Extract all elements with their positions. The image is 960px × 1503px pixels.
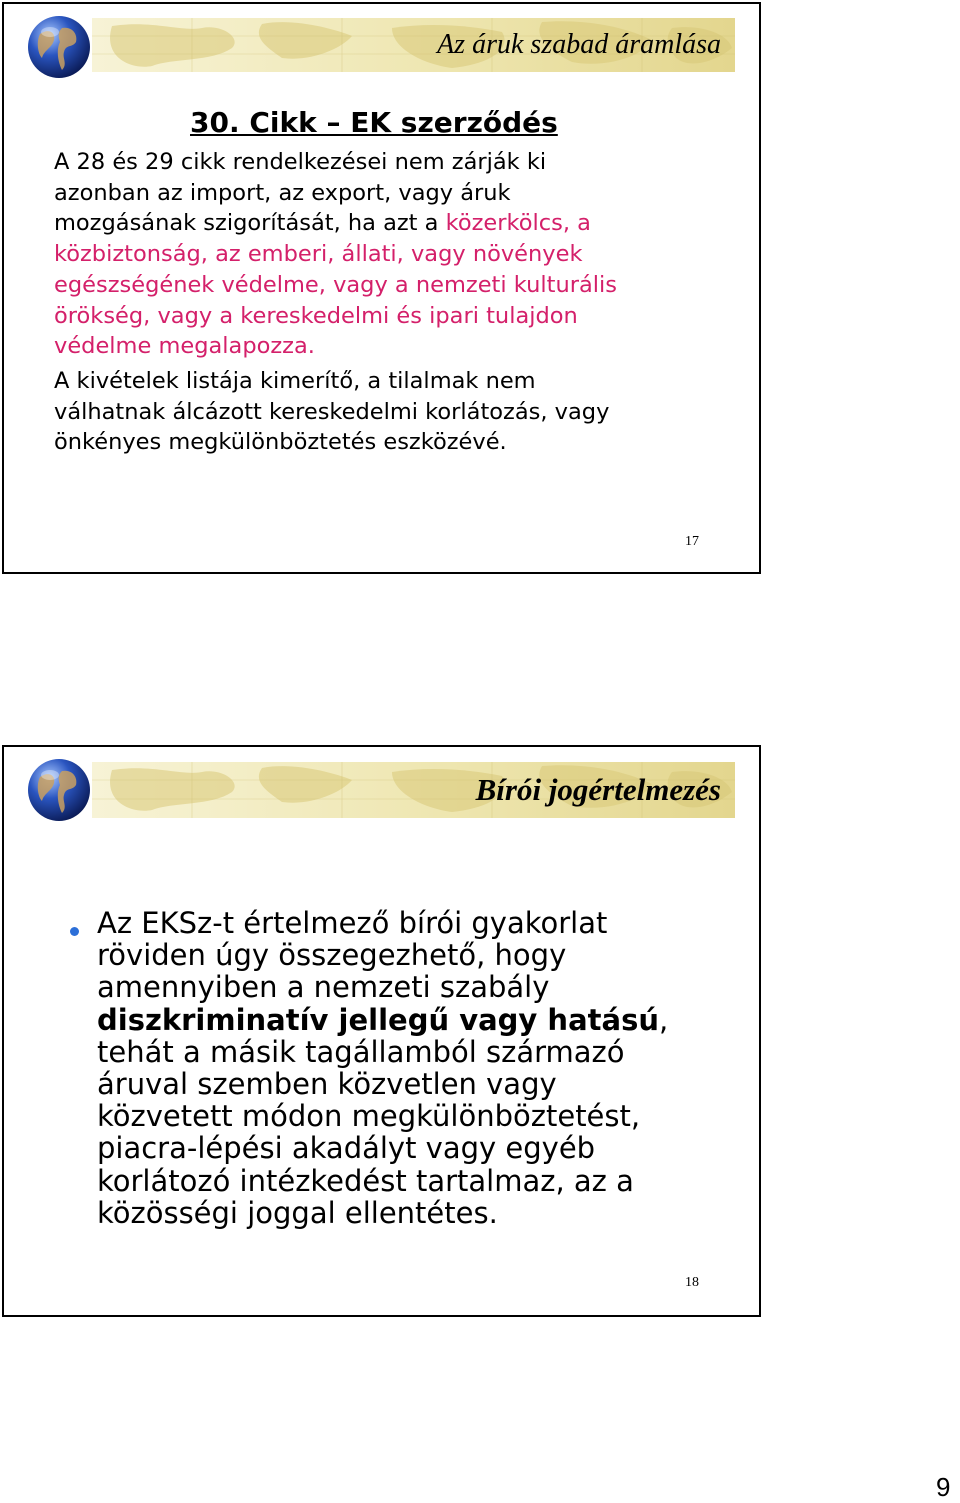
text-line: önkényes megkülönböztetés eszközévé. bbox=[54, 429, 507, 456]
text-line: mozgásának szigorítását, ha azt a bbox=[54, 210, 446, 237]
slide-title: Bírói jogértelmezés bbox=[475, 772, 721, 807]
text-line: A 28 és 29 cikk rendelkezései nem zárják ki bbox=[54, 149, 547, 175]
exceptions-paragraph bbox=[54, 366, 754, 458]
slide-page-number: 17 bbox=[685, 534, 699, 549]
slide-18 bbox=[2, 745, 761, 1317]
title-banner bbox=[92, 18, 735, 72]
text-line: röviden úgy összegezhető, hogy bbox=[97, 938, 567, 973]
highlighted-text: közerkölcs, a bbox=[445, 210, 591, 237]
slide-17 bbox=[2, 2, 761, 574]
bullet-icon bbox=[70, 927, 79, 936]
text-line: Az EKSz-t értelmező bírói gyakorlat bbox=[97, 906, 608, 940]
text-line: válhatnak álcázott kereskedelmi korlátozás, vagy bbox=[54, 398, 610, 425]
bullet-text bbox=[97, 907, 717, 1229]
slide-page-number: 18 bbox=[685, 1275, 699, 1290]
text-line: közösségi joggal ellentétes. bbox=[97, 1195, 498, 1230]
article-heading: 30. Cikk – EK szerződés bbox=[190, 106, 558, 139]
title-banner bbox=[92, 762, 735, 818]
slide-title: Az áruk szabad áramlása bbox=[437, 29, 721, 60]
article-paragraph bbox=[54, 147, 754, 362]
text-line: tehát a másik tagállamból származó bbox=[97, 1034, 625, 1069]
text-line: áruval szemben közvetlen vagy bbox=[97, 1067, 557, 1102]
highlighted-text: örökség, vagy a kereskedelmi és ipari tulajdon bbox=[54, 302, 578, 329]
emphasized-text: diszkriminatív jellegű vagy hatású bbox=[97, 1002, 659, 1037]
globe-icon bbox=[26, 14, 92, 80]
text-line: , bbox=[659, 1002, 669, 1037]
highlighted-text: közbiztonság, az emberi, állati, vagy növények bbox=[54, 241, 583, 268]
text-line: korlátozó intézkedést tartalmaz, az a bbox=[97, 1163, 634, 1198]
text-line: A kivételek listája kimerítő, a tilalmak nem bbox=[54, 368, 536, 394]
highlighted-text: védelme megalapozza. bbox=[54, 333, 315, 360]
text-line: piacra-lépési akadályt vagy egyéb bbox=[97, 1131, 596, 1166]
highlighted-text: egészségének védelme, vagy a nemzeti kulturális bbox=[54, 271, 617, 298]
globe-icon bbox=[26, 757, 92, 823]
text-line: amennyiben a nemzeti szabály bbox=[97, 970, 550, 1005]
text-line: azonban az import, az export, vagy áruk bbox=[54, 179, 511, 206]
text-line: közvetett módon megkülönböztetést, bbox=[97, 1099, 641, 1134]
sheet-page-number: 9 bbox=[936, 1472, 951, 1502]
